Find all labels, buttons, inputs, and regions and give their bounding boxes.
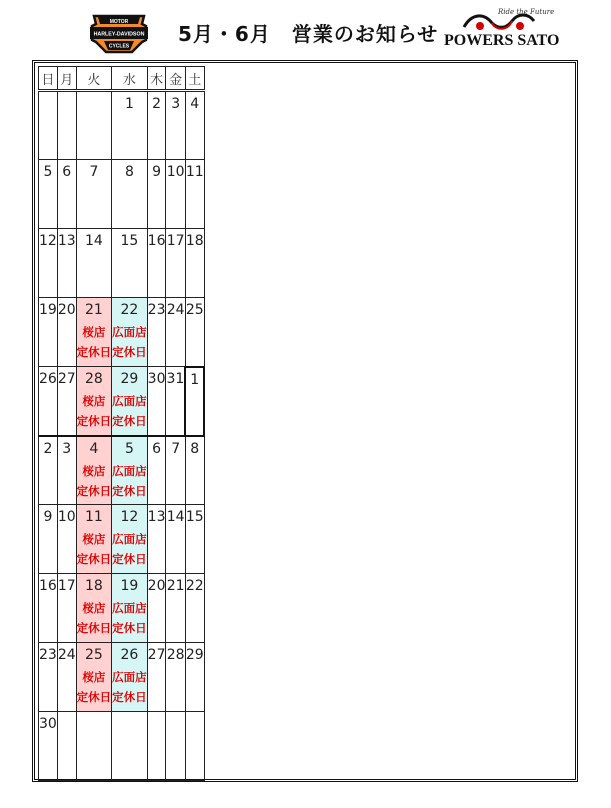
day-cell bbox=[147, 436, 166, 505]
closed-label: 定休日 bbox=[112, 552, 147, 566]
weekday-thu: 木 bbox=[147, 67, 166, 91]
day-number: 8 bbox=[124, 164, 134, 180]
day-number: 31 bbox=[166, 371, 185, 387]
day-cell bbox=[185, 298, 204, 367]
day-cell bbox=[185, 643, 204, 712]
day-number: 17 bbox=[166, 233, 185, 249]
day-number: 16 bbox=[147, 233, 166, 249]
day-number: 28 bbox=[166, 647, 185, 663]
day-number bbox=[77, 92, 112, 116]
day-number: 3 bbox=[62, 440, 72, 457]
day-cell bbox=[147, 298, 166, 367]
day-cell bbox=[57, 91, 76, 160]
closed-label: 定休日 bbox=[112, 621, 147, 635]
day-cell bbox=[166, 298, 185, 367]
day-cell bbox=[76, 712, 112, 781]
day-cell bbox=[112, 160, 148, 229]
day-cell bbox=[166, 91, 185, 160]
week-row bbox=[39, 643, 205, 712]
day-cell bbox=[39, 505, 58, 574]
day-cell bbox=[185, 91, 204, 160]
closed-label: 定休日 bbox=[76, 621, 112, 635]
day-cell bbox=[147, 643, 166, 712]
day-cell bbox=[39, 91, 58, 160]
weekday-sun: 日 bbox=[39, 67, 58, 91]
day-number bbox=[58, 712, 76, 736]
hd-logo-middle: HARLEY-DAVIDSON bbox=[93, 31, 145, 38]
day-number: 2 bbox=[152, 96, 162, 112]
day-number: 30 bbox=[147, 371, 166, 387]
store-name-hiromen: 広面店 bbox=[112, 670, 147, 684]
day-cell bbox=[39, 298, 58, 367]
day-cell bbox=[166, 436, 185, 505]
day-cell bbox=[166, 574, 185, 643]
day-cell bbox=[166, 160, 185, 229]
day-number: 4 bbox=[190, 96, 200, 112]
day-number: 16 bbox=[39, 578, 57, 594]
day-number bbox=[77, 712, 112, 736]
day-number: 28 bbox=[84, 371, 103, 387]
day-number: 29 bbox=[120, 371, 139, 387]
week-row bbox=[39, 298, 205, 367]
day-cell bbox=[112, 229, 148, 298]
day-cell-hiromen-closed bbox=[112, 574, 148, 643]
day-cell bbox=[147, 91, 166, 160]
weekday-fri: 金 bbox=[166, 67, 185, 91]
day-number: 26 bbox=[120, 647, 139, 663]
day-number: 15 bbox=[185, 509, 204, 525]
day-number: 4 bbox=[89, 440, 99, 457]
day-cell-sakura-closed bbox=[76, 298, 112, 367]
day-number bbox=[186, 712, 204, 736]
day-cell-sakura-closed bbox=[76, 643, 112, 712]
day-cell bbox=[76, 229, 112, 298]
hd-logo-bottom: CYCLES bbox=[108, 43, 130, 50]
closed-label: 定休日 bbox=[112, 483, 147, 498]
day-number: 6 bbox=[62, 164, 72, 180]
weekday-wed: 水 bbox=[112, 67, 148, 91]
ps-logo-name: POWERS SATO bbox=[444, 32, 560, 49]
day-number: 20 bbox=[57, 302, 76, 318]
day-cell-june-first bbox=[185, 367, 204, 436]
day-cell bbox=[76, 160, 112, 229]
day-number: 12 bbox=[120, 509, 139, 525]
store-name-hiromen: 広面店 bbox=[112, 601, 147, 615]
calendar-grid bbox=[38, 66, 205, 781]
powers-sato-logo bbox=[444, 8, 564, 52]
day-cell-hiromen-closed bbox=[112, 643, 148, 712]
hd-logo-top: MOTOR bbox=[109, 19, 129, 25]
calendar bbox=[32, 60, 578, 782]
store-name-sakura: 桜店 bbox=[82, 670, 106, 684]
store-name-sakura: 桜店 bbox=[82, 601, 106, 615]
store-name-sakura: 桜店 bbox=[82, 325, 106, 339]
day-number: 25 bbox=[185, 302, 204, 318]
day-number: 21 bbox=[84, 302, 103, 318]
day-number: 19 bbox=[120, 578, 139, 594]
day-cell bbox=[166, 505, 185, 574]
day-number: 5 bbox=[43, 164, 53, 180]
day-cell-hiromen-closed bbox=[112, 436, 148, 505]
page-title: 5月・6月 営業のお知らせ bbox=[178, 22, 439, 46]
day-cell bbox=[57, 574, 76, 643]
day-number bbox=[112, 712, 147, 736]
day-cell bbox=[57, 229, 76, 298]
day-cell bbox=[57, 505, 76, 574]
store-name-hiromen: 広面店 bbox=[112, 325, 147, 339]
day-number: 6 bbox=[152, 440, 162, 457]
day-cell bbox=[39, 160, 58, 229]
day-number: 3 bbox=[171, 96, 181, 112]
day-number bbox=[58, 92, 76, 116]
day-number: 9 bbox=[152, 164, 162, 180]
bar-and-shield-icon bbox=[88, 12, 150, 54]
day-number: 17 bbox=[57, 578, 76, 594]
day-cell bbox=[39, 574, 58, 643]
week-row bbox=[39, 436, 205, 505]
day-number: 8 bbox=[190, 440, 200, 457]
day-number: 7 bbox=[171, 440, 181, 457]
day-cell bbox=[166, 367, 185, 436]
closed-label: 定休日 bbox=[76, 345, 112, 359]
day-cell bbox=[147, 712, 166, 781]
day-number: 22 bbox=[185, 578, 204, 594]
day-cell-hiromen-closed bbox=[112, 367, 148, 436]
day-cell-hiromen-closed bbox=[112, 298, 148, 367]
day-number bbox=[39, 92, 57, 116]
day-cell-sakura-closed bbox=[76, 574, 112, 643]
day-cell bbox=[57, 160, 76, 229]
day-cell bbox=[39, 436, 58, 505]
day-number: 22 bbox=[120, 302, 139, 318]
day-cell bbox=[147, 367, 166, 436]
store-name-hiromen: 広面店 bbox=[112, 394, 147, 408]
day-cell bbox=[185, 436, 204, 505]
day-number: 11 bbox=[185, 164, 204, 180]
day-number: 14 bbox=[84, 233, 103, 249]
day-number: 24 bbox=[166, 302, 185, 318]
weekday-mon: 月 bbox=[57, 67, 76, 91]
day-number: 2 bbox=[43, 440, 53, 457]
day-number: 23 bbox=[147, 302, 166, 318]
day-cell-sakura-closed bbox=[76, 436, 112, 505]
weekday-header-row bbox=[39, 67, 205, 91]
day-number: 10 bbox=[57, 509, 76, 525]
closed-label: 定休日 bbox=[76, 552, 112, 566]
day-cell bbox=[185, 712, 204, 781]
day-number bbox=[166, 712, 184, 736]
week-row bbox=[39, 505, 205, 574]
day-cell bbox=[166, 712, 185, 781]
week-row bbox=[39, 712, 205, 781]
day-cell bbox=[57, 298, 76, 367]
day-number: 13 bbox=[147, 509, 166, 525]
day-cell bbox=[185, 229, 204, 298]
week-row bbox=[39, 91, 205, 160]
week-row bbox=[39, 229, 205, 298]
day-number: 12 bbox=[39, 233, 57, 249]
week-row bbox=[39, 574, 205, 643]
day-cell bbox=[39, 643, 58, 712]
day-cell-sakura-closed bbox=[76, 367, 112, 436]
store-name-sakura: 桜店 bbox=[82, 532, 106, 546]
day-cell-hiromen-closed bbox=[112, 505, 148, 574]
day-cell bbox=[185, 505, 204, 574]
day-number: 18 bbox=[84, 578, 103, 594]
weekday-tue: 火 bbox=[76, 67, 112, 91]
day-number: 15 bbox=[120, 233, 139, 249]
day-number: 18 bbox=[185, 233, 204, 249]
day-number: 26 bbox=[39, 371, 57, 387]
day-cell bbox=[166, 643, 185, 712]
harley-davidson-logo bbox=[88, 12, 150, 54]
day-number: 24 bbox=[57, 647, 76, 663]
day-number: 20 bbox=[147, 578, 166, 594]
closed-label: 定休日 bbox=[112, 345, 147, 359]
day-cell bbox=[185, 160, 204, 229]
store-name-hiromen: 広面店 bbox=[112, 463, 147, 478]
day-cell bbox=[185, 574, 204, 643]
day-number: 27 bbox=[147, 647, 166, 663]
day-cell bbox=[112, 91, 148, 160]
day-cell bbox=[39, 712, 58, 781]
day-number: 13 bbox=[57, 233, 76, 249]
day-number: 9 bbox=[43, 509, 53, 525]
day-number: 23 bbox=[39, 647, 57, 663]
day-cell-sakura-closed bbox=[76, 505, 112, 574]
weekday-sat: 土 bbox=[185, 67, 204, 91]
day-cell bbox=[147, 160, 166, 229]
day-number: 27 bbox=[57, 371, 76, 387]
store-name-hiromen: 広面店 bbox=[112, 532, 147, 546]
day-number: 1 bbox=[190, 371, 200, 388]
day-number: 19 bbox=[39, 302, 57, 318]
day-number: 25 bbox=[84, 647, 103, 663]
day-cell bbox=[57, 367, 76, 436]
week-row bbox=[39, 160, 205, 229]
day-number: 21 bbox=[166, 578, 185, 594]
ps-logo-tagline: Ride the Future bbox=[498, 8, 555, 16]
closed-label: 定休日 bbox=[76, 483, 112, 498]
store-name-sakura: 桜店 bbox=[82, 394, 106, 408]
week-row bbox=[39, 367, 205, 436]
day-number bbox=[148, 712, 166, 736]
closed-label: 定休日 bbox=[76, 414, 112, 428]
closed-label: 定休日 bbox=[112, 414, 147, 428]
day-cell bbox=[112, 712, 148, 781]
closed-label: 定休日 bbox=[112, 690, 147, 704]
day-number: 29 bbox=[185, 647, 204, 663]
day-number: 1 bbox=[124, 96, 134, 112]
day-number: 7 bbox=[89, 164, 99, 180]
day-cell bbox=[76, 91, 112, 160]
day-cell bbox=[57, 643, 76, 712]
day-number: 14 bbox=[166, 509, 185, 525]
day-cell bbox=[57, 712, 76, 781]
day-cell bbox=[147, 229, 166, 298]
day-cell bbox=[166, 229, 185, 298]
day-cell bbox=[147, 505, 166, 574]
day-cell bbox=[39, 229, 58, 298]
day-cell bbox=[147, 574, 166, 643]
closed-label: 定休日 bbox=[76, 690, 112, 704]
day-number: 30 bbox=[39, 716, 57, 732]
day-cell bbox=[39, 367, 58, 436]
day-number: 10 bbox=[166, 164, 185, 180]
day-number: 11 bbox=[84, 509, 103, 525]
day-number: 5 bbox=[124, 440, 134, 457]
day-cell bbox=[57, 436, 76, 505]
store-name-sakura: 桜店 bbox=[82, 463, 106, 478]
